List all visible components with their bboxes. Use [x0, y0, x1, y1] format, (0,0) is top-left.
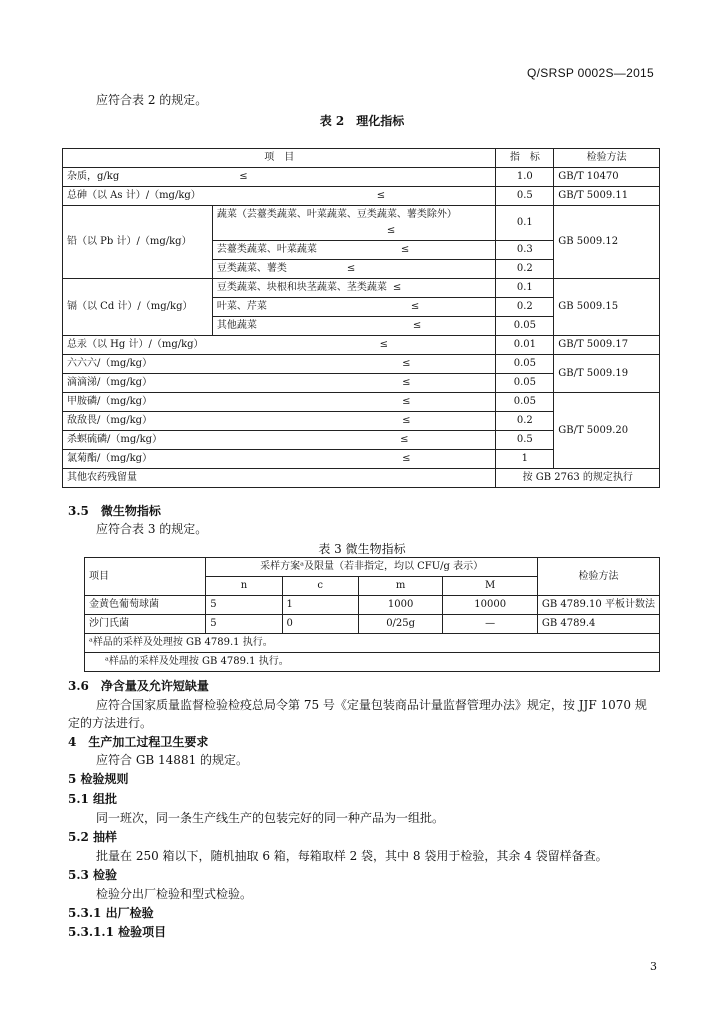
table-row — [63, 206, 660, 241]
row-value: 0.1 — [496, 206, 554, 241]
row-value: 0.01 — [496, 336, 554, 355]
row-method: GB/T 5009.20 — [554, 393, 660, 469]
table3-note: ᵃ样品的采样及处理按 GB 4789.1 执行。 — [85, 653, 660, 672]
row-value: 0.2 — [496, 412, 554, 431]
row-method: GB/T 5009.19 — [554, 355, 660, 393]
le-symbol: ≤ — [412, 320, 422, 331]
table-note-row — [85, 634, 660, 653]
section-5-3-1-1-title: 5.3.1.1 检验项目 — [68, 925, 167, 939]
sub-item: 豆类蔬菜、块根和块茎蔬菜、茎类蔬菜 — [216, 282, 387, 293]
row-item: 总砷（以 As 计）/（mg/kg） — [67, 190, 201, 201]
row-m: 0/25g — [358, 615, 443, 634]
table-row — [63, 355, 660, 374]
row-value: 0.5 — [496, 431, 554, 450]
row-value: 1.0 — [496, 168, 554, 187]
table2 — [62, 148, 660, 488]
row-value: 0.2 — [496, 260, 554, 279]
row-item: 六六六/（mg/kg） — [67, 358, 153, 369]
row-value: 0.05 — [496, 317, 554, 336]
page-number: 3 — [650, 960, 657, 973]
row-item: 沙门氏菌 — [85, 615, 206, 634]
row-method: GB/T 5009.11 — [554, 187, 660, 206]
section-5-3-1-title: 5.3.1 出厂检验 — [68, 906, 154, 920]
row-value: 1 — [496, 450, 554, 469]
row-item: 其他农药残留量 — [63, 469, 496, 488]
le-symbol: ≤ — [392, 282, 402, 293]
le-symbol: ≤ — [402, 396, 411, 407]
row-method: GB 4789.10 平板计数法 — [537, 596, 659, 615]
row-method: GB/T 10470 — [554, 168, 660, 187]
row-value: 0.05 — [496, 374, 554, 393]
table3 — [84, 557, 660, 672]
section-5-3-text: 检验分出厂检验和型式检验。 — [96, 887, 253, 901]
table-row — [63, 187, 660, 206]
row-value: 0.05 — [496, 393, 554, 412]
row-value: 0.1 — [496, 279, 554, 298]
section-4-title: 4 生产加工过程卫生要求 — [68, 735, 209, 749]
table-row — [63, 393, 660, 412]
le-symbol: ≤ — [402, 377, 411, 388]
le-symbol: ≤ — [346, 263, 356, 274]
le-symbol: ≤ — [376, 190, 386, 201]
row-n: 5 — [206, 615, 282, 634]
subheader-c: c — [282, 577, 358, 596]
table3-header-item: 项目 — [85, 558, 206, 596]
row-item: 杀螟硫磷/（mg/kg） — [67, 434, 163, 445]
row-item: 敌敌畏/（mg/kg） — [67, 415, 153, 426]
le-symbol: ≤ — [239, 171, 248, 182]
row-M: — — [443, 615, 537, 634]
section-5-3-title: 5.3 检验 — [68, 868, 118, 882]
table3-header-sampling: 采样方案ᵃ及限量（若非指定，均以 CFU/g 表示） — [206, 558, 538, 577]
section-5-1-title: 5.1 组批 — [68, 792, 118, 806]
section-3-5-title: 3.5 微生物指标 — [68, 504, 161, 518]
le-symbol: ≤ — [379, 339, 388, 350]
le-symbol: ≤ — [402, 415, 411, 426]
sub-item: 芸薹类蔬菜、叶菜蔬菜 — [216, 244, 317, 255]
table-row — [63, 469, 660, 488]
sub-item: 豆类蔬菜、薯类 — [216, 263, 287, 274]
row-item: 氯菊酯/（mg/kg） — [67, 453, 153, 464]
le-symbol: ≤ — [410, 301, 420, 312]
sub-item: 叶菜、芹菜 — [216, 301, 267, 312]
section-4-text: 应符合 GB 14881 的规定。 — [96, 753, 249, 767]
row-c: 0 — [282, 615, 358, 634]
row-method: 按 GB 2763 的规定执行 — [496, 469, 660, 488]
intro-text: 应符合表 2 的规定。 — [96, 93, 208, 107]
section-3-5-text: 应符合表 3 的规定。 — [96, 522, 208, 536]
row-value: 0.3 — [496, 241, 554, 260]
section-3-6-line1: 应符合国家质量监督检验检疫总局令第 75 号《定量包装商品计量监督管理办法》规定，按 JJF 1070 规 — [96, 698, 647, 712]
row-item: 总汞（以 Hg 计）/（mg/kg） — [67, 339, 204, 350]
row-value: 0.05 — [496, 355, 554, 374]
le-symbol: ≤ — [402, 358, 411, 369]
sub-item: 蔬菜（芸薹类蔬菜、叶菜蔬菜、豆类蔬菜、薯类除外） — [216, 209, 457, 220]
subheader-m: m — [358, 577, 443, 596]
row-n: 5 — [206, 596, 282, 615]
table-row — [85, 596, 660, 615]
row-value: 0.5 — [496, 187, 554, 206]
sub-item: 其他蔬菜 — [216, 320, 257, 331]
row-m: 1000 — [358, 596, 443, 615]
table-note-row — [85, 653, 660, 672]
table-row — [85, 615, 660, 634]
row-c: 1 — [282, 596, 358, 615]
table2-header-value: 指 标 — [496, 149, 554, 168]
row-item: 金黄色葡萄球菌 — [85, 596, 206, 615]
table2-header-item: 项 目 — [63, 149, 496, 168]
table2-header-row — [63, 149, 660, 168]
row-method: GB/T 5009.17 — [554, 336, 660, 355]
row-item: 杂质，g/kg — [67, 171, 120, 182]
table-row — [63, 168, 660, 187]
le-symbol: ≤ — [402, 453, 411, 464]
section-3-6-line2: 定的方法进行。 — [68, 716, 153, 730]
row-method: GB 4789.4 — [537, 615, 659, 634]
row-item: 镉（以 Cd 计）/（mg/kg） — [63, 279, 213, 336]
row-item: 铅（以 Pb 计）/（mg/kg） — [63, 206, 213, 279]
standard-code: Q/SRSP 0002S—2015 — [527, 66, 654, 80]
subheader-M: M — [443, 577, 537, 596]
section-5-2-text: 批量在 250 箱以下，随机抽取 6 箱，每箱取样 2 袋，其中 8 袋用于检验，其余 4 袋留样备查。 — [96, 849, 608, 863]
le-symbol: ≤ — [386, 225, 396, 236]
table-row — [63, 279, 660, 298]
row-M: 10000 — [443, 596, 537, 615]
table2-caption: 表 2 理化指标 — [319, 114, 405, 128]
row-item: 滴滴涕/（mg/kg） — [67, 377, 153, 388]
section-5-title: 5 检验规则 — [68, 772, 129, 786]
table2-header-method: 检验方法 — [554, 149, 660, 168]
row-value: 0.2 — [496, 298, 554, 317]
table-row — [63, 336, 660, 355]
le-symbol: ≤ — [400, 244, 410, 255]
row-method: GB 5009.12 — [554, 206, 660, 279]
table3-header-method: 检验方法 — [537, 558, 659, 596]
section-5-2-title: 5.2 抽样 — [68, 830, 118, 844]
le-symbol: ≤ — [400, 434, 409, 445]
subheader-n: n — [206, 577, 282, 596]
table3-caption: 表 3 微生物指标 — [318, 542, 406, 556]
table3-note: ᵃ样品的采样及处理按 GB 4789.1 执行。 — [85, 634, 660, 653]
row-item: 甲胺磷/（mg/kg） — [67, 396, 153, 407]
row-method: GB 5009.15 — [554, 279, 660, 336]
section-3-6-title: 3.6 净含量及允许短缺量 — [68, 679, 209, 693]
section-5-1-text: 同一班次，同一条生产线生产的包装完好的同一种产品为一组批。 — [96, 811, 445, 825]
table3-header-row — [85, 558, 660, 577]
